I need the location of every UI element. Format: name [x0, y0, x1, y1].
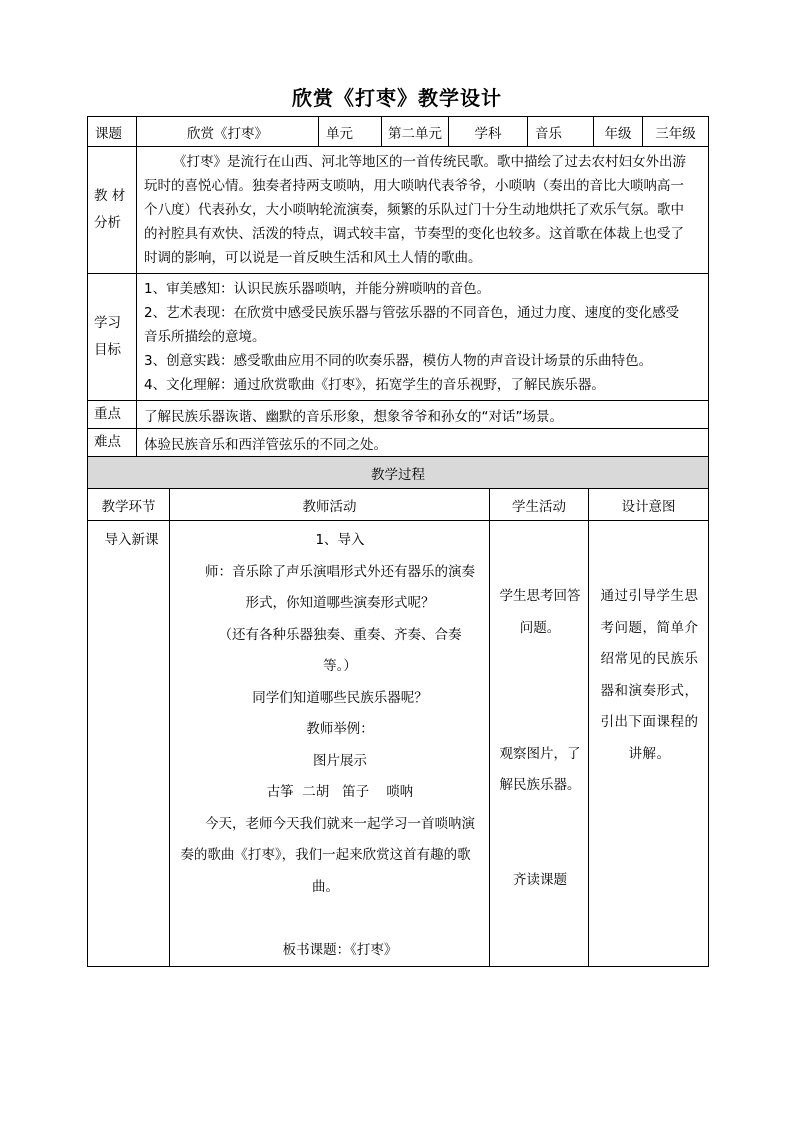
design-intent-cell [589, 521, 709, 967]
teacher-line: 今天，老师今天我们就来一起学习一首唢呐演 [205, 815, 475, 832]
process-body-row [88, 521, 709, 967]
student-line: 问题。 [519, 619, 561, 636]
goal-line: 2、艺术表现：在欣赏中感受民族乐器与管弦乐器的不同音色，通过力度、速度的变化感受 [144, 305, 680, 321]
subject-label: 学科 [449, 117, 528, 147]
difficulty-text: 体验民族音乐和西洋管弦乐的不同之处。 [137, 429, 709, 457]
teacher-line: 曲。 [312, 878, 339, 895]
process-title: 教学过程 [88, 457, 709, 489]
student-line [496, 676, 584, 708]
goals-row [88, 274, 709, 401]
analysis-line: 时调的影响，可以说是一首反映生活和风土人情的歌曲。 [144, 250, 482, 266]
student-line [496, 644, 584, 676]
student-line [496, 707, 584, 739]
student-line: 观察图片，了 [499, 745, 581, 762]
difficulty-label: 难点 [88, 429, 137, 457]
grade-value: 三年级 [643, 117, 709, 147]
process-column-headers [88, 489, 709, 521]
teacher-line: 板书课题：《打枣》 [282, 941, 398, 958]
unit-value: 第二单元 [382, 117, 449, 147]
key-point-row [88, 401, 709, 429]
goals-text [137, 274, 709, 401]
goal-line: 音乐所描绘的意境。 [144, 329, 266, 345]
analysis-line: 《打枣》是流行在山西、河北等地区的一首传统民歌。歌中描绘了过去农村妇女外出游 [173, 154, 686, 170]
teacher-line: 图片展示 [313, 752, 367, 769]
column-header-stage: 教学环节 [88, 489, 170, 521]
teacher-line [174, 903, 477, 935]
course-value: 欣赏《打枣》 [137, 117, 319, 147]
student-line [496, 833, 584, 865]
teacher-activity-cell [170, 521, 490, 967]
goals-label [88, 274, 137, 401]
goal-line: 4、文化理解：通过欣赏歌曲《打枣》，拓宽学生的音乐视野，了解民族乐器。 [144, 377, 605, 393]
goals-label-line-1: 学习 [94, 315, 121, 331]
design-line: 器和演奏形式， [600, 682, 699, 699]
header-row [88, 117, 709, 147]
column-header-design: 设计意图 [589, 489, 709, 521]
difficulty-row [88, 429, 709, 457]
teacher-line: 等。） [323, 658, 357, 674]
analysis-row [88, 147, 709, 274]
teacher-line: 师：音乐除了声乐演唱形式外还有器乐的演奏 [205, 563, 475, 580]
teaching-process-table [87, 456, 709, 967]
analysis-line: 玩时的喜悦心情。独奏者持两支唢呐，用大唢呐代表爷爷，小唢呐（奏出的音比大唢呐高一 [144, 178, 684, 194]
key-point-text: 了解民族乐器诙谐、幽默的音乐形象，想象爷爷和孙女的“对话”场景。 [137, 401, 709, 429]
analysis-text [137, 147, 709, 274]
analysis-label-line-2: 分析 [94, 215, 121, 231]
goals-label-line-2: 目标 [94, 342, 121, 358]
stage-cell: 导入新课 [88, 521, 170, 967]
analysis-line: 的衬腔具有欢快、活泼的特点，调式较丰富，节奏型的变化也较多。这首歌在体裁上也受了 [144, 226, 684, 242]
student-line: 学生思考回答 [499, 588, 581, 604]
lesson-info-table [87, 116, 709, 457]
student-activity-cell [490, 521, 589, 967]
column-header-student: 学生活动 [490, 489, 589, 521]
teacher-line: 古筝 二胡 笛子 唢呐 [266, 784, 414, 800]
design-line: 考问题，简单介 [600, 619, 699, 636]
unit-label: 单元 [319, 117, 382, 147]
teacher-line: 同学们知道哪些民族乐器呢？ [252, 689, 428, 706]
analysis-label [88, 147, 137, 274]
design-line: 绍常见的民族乐 [600, 651, 699, 667]
key-point-label: 重点 [88, 401, 137, 429]
student-line: 解民族乐器。 [499, 777, 581, 793]
process-title-row [88, 457, 709, 489]
teacher-line: 1、导入 [315, 532, 365, 548]
design-line: 通过引导学生思 [600, 588, 699, 604]
teacher-line: 形式，你知道哪些演奏形式呢？ [245, 595, 435, 611]
course-label: 课题 [88, 117, 137, 147]
column-header-teacher: 教师活动 [170, 489, 490, 521]
subject-value: 音乐 [528, 117, 594, 147]
teacher-line: （还有各种乐器独奏、重奏、齐奏、合奏 [218, 626, 462, 643]
analysis-label-line-1: 教 材 [94, 188, 126, 204]
goal-line: 3、创意实践：感受歌曲应用不同的吹奏乐器，模仿人物的声音设计场景的乐曲特色。 [144, 353, 653, 369]
design-line: 引出下面课程的 [600, 714, 699, 730]
teacher-line: 教师举例： [306, 721, 374, 737]
student-line [496, 802, 584, 834]
goal-line: 1、审美感知：认识民族乐器唢呐，并能分辨唢呐的音色。 [144, 281, 491, 297]
analysis-line: 个八度）代表孙女，大小唢呐轮流演奏，频繁的乐队过门十分生动地烘托了欢乐气氛。歌中 [144, 202, 684, 218]
teacher-line: 奏的歌曲《打枣》，我们一起来欣赏这首有趣的歌 [180, 847, 471, 863]
grade-label: 年级 [594, 117, 643, 147]
student-line: 齐读课题 [513, 871, 567, 888]
document-title: 欣赏《打枣》教学设计 [292, 86, 502, 110]
design-line: 讲解。 [628, 745, 671, 762]
